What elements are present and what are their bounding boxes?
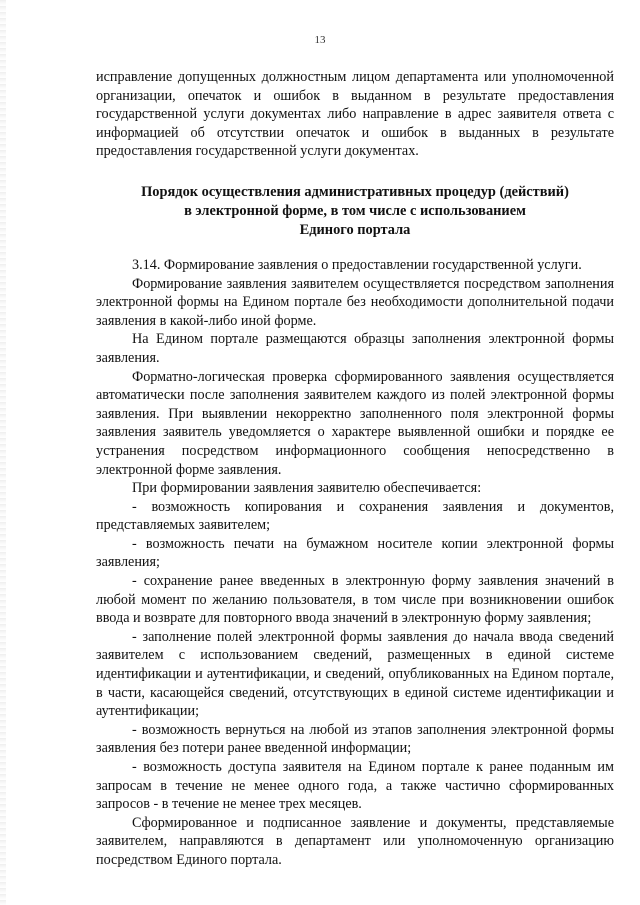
section-title-line: в электронной форме, в том числе с использованием <box>184 202 526 219</box>
list-item: - возможность вернуться на любой из этапов заполнения электронной формы заявления без потери ранее введенной информации; <box>96 721 614 757</box>
paragraph: Форматно-логическая проверка сформированного заявления осуществляется автоматически после заполнения заявителем каждого из полей электронной формы заявления. При выявлении некорректно заполненного поля электронной формы заявления заявитель уведомляется о характере выявленной ошибки и порядке ее устранения посредством информационного сообщения непосредственно в электронной форме заявления. <box>96 368 614 478</box>
paragraph: 3.14. Формирование заявления о предоставлении государственной услуги. <box>132 256 582 273</box>
list-item: - сохранение ранее введенных в электронную форму заявления значений в любой момент по желанию пользователя, в том числе при возникновении ошибок ввода и возврате для повторного ввода значений в электронную форму заявления; <box>96 573 614 627</box>
list-item: - возможность доступа заявителя на Едином портале к ранее поданным им запросам в течение не менее одного года, а также частично сформированных запросов - в течение не менее трех месяцев. <box>96 759 614 813</box>
section-title-line: Единого портала <box>299 221 411 238</box>
section-title <box>96 183 614 240</box>
paragraph: Сформированное и подписанное заявление и документы, представляемые заявителем, направляются в департамент или уполномоченную организацию посредством Единого портала. <box>96 814 614 868</box>
page-number: 13 <box>314 34 326 46</box>
list-item: - возможность печати на бумажном носителе копии электронной формы заявления; <box>96 535 614 571</box>
paragraph: На Едином портале размещаются образцы заполнения электронной формы заявления. <box>96 331 614 366</box>
scan-edge <box>0 0 6 905</box>
intro-paragraph: исправление допущенных должностным лицом департамента или уполномоченной организации, опечаток и ошибок в выданном в результате предоставления государственной услуги документах либо направление в адрес заявителя ответа с информацией об отсутствии опечаток и ошибок в выданных в результате предоставления государственной услуги документах. <box>96 69 614 160</box>
paragraph: При формировании заявления заявителю обеспечивается: <box>132 480 482 497</box>
list-item: - заполнение полей электронной формы заявления до начала ввода сведений заявителем с использованием сведений, размещенных в единой системе идентификации и аутентификации, и сведений, опубликованных на Едином портале, в части, касающейся сведений, отсутствующих в единой системе идентификации и аутентификации; <box>96 628 614 720</box>
list-item: - возможность копирования и сохранения заявления и документов, представляемых заявителем; <box>96 498 614 534</box>
section-title-line: Порядок осуществления административных процедур (действий) <box>141 183 569 200</box>
document-body <box>96 68 614 870</box>
paragraph: Формирование заявления заявителем осуществляется посредством заполнения электронной формы на Едином портале без необходимости дополнительной подачи заявления в какой-либо иной форме. <box>96 275 614 329</box>
